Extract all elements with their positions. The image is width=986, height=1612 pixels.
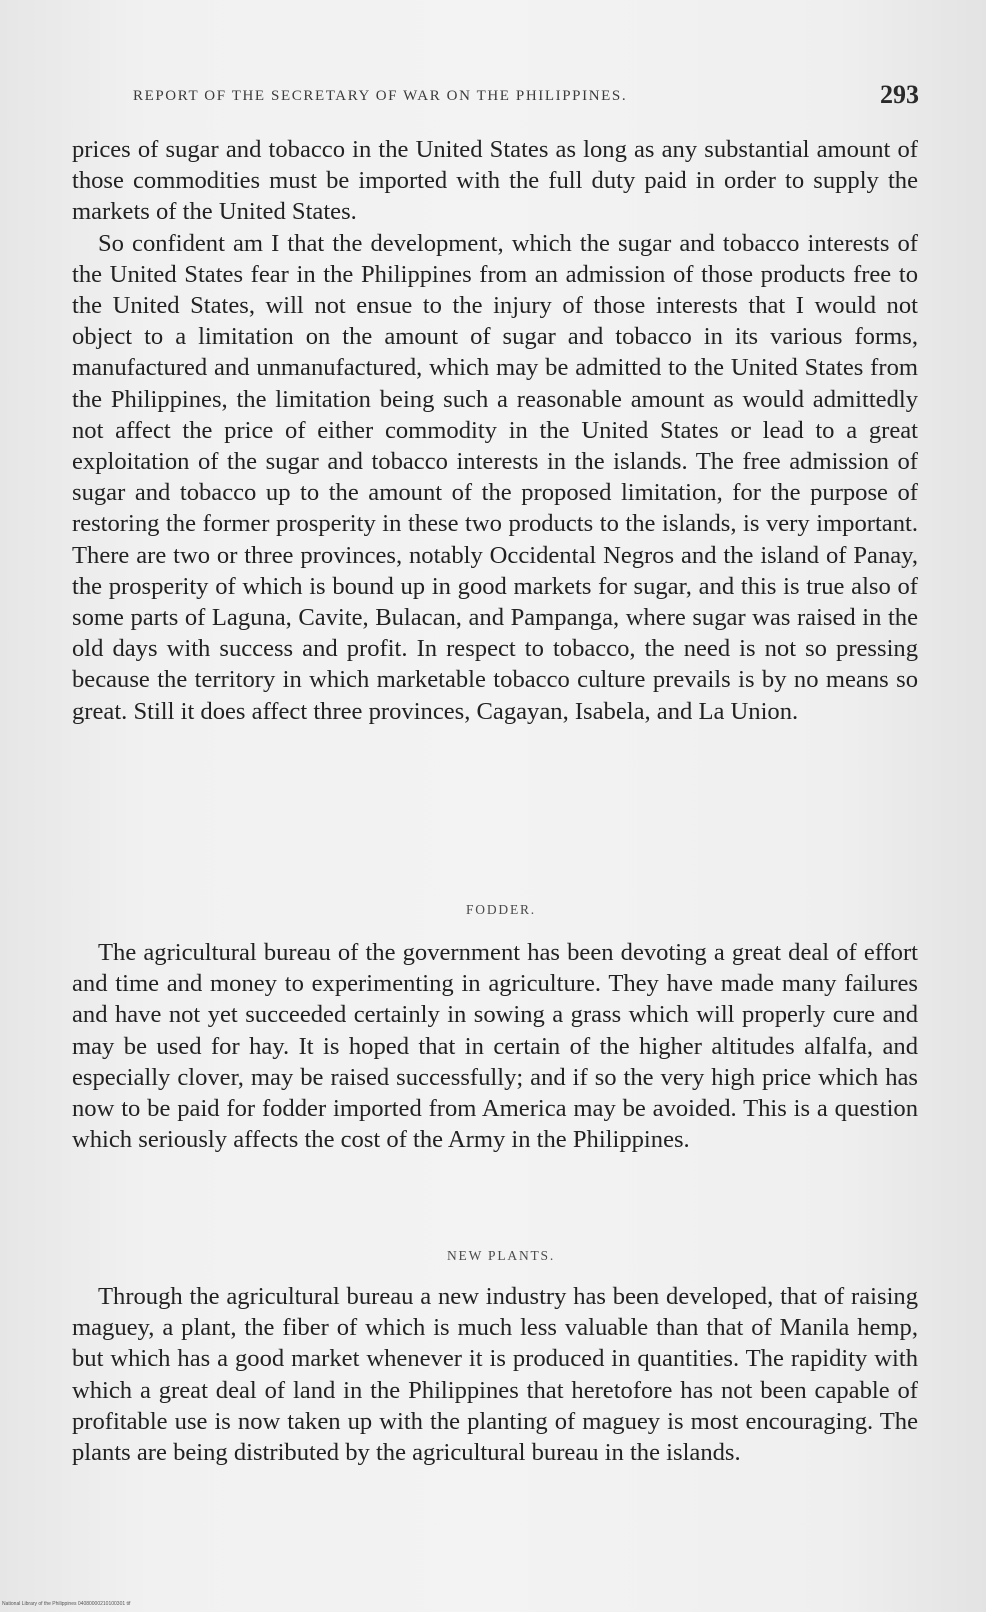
running-title: REPORT OF THE SECRETARY OF WAR ON THE PHILIPPINES.	[133, 88, 628, 104]
main-text-block	[72, 134, 918, 727]
paragraph-continued: prices of sugar and tobacco in the United States as long as any substantial amount of those commodities must be imported with the full duty paid in order to supply the markets of the United States.	[72, 136, 918, 226]
fodder-text-block	[72, 937, 918, 1155]
running-head	[133, 78, 923, 112]
page-number: 293	[880, 80, 919, 109]
paragraph-new-plants: Through the agricultural bureau a new industry has been developed, that of raising maguey, a plant, the fiber of which is much less valuable than that of Manila hemp, but which has a good market whenever it is produced in quantities. The rapidity with which a great deal of land in the Philippines that heretofore has not been capable of profitable use is now taken up with the planting of maguey is most encouraging. The plants are being distributed by the agricultural bureau in the islands.	[72, 1283, 918, 1467]
paragraph-fodder: The agricultural bureau of the government has been devoting a great deal of effort and time and money to experimenting in agriculture. They have made many failures and have not yet succeeded certainly in sowing a grass which will properly cure and may be used for hay. It is hoped that in certain of the higher altitudes alfalfa, and especially clover, may be raised successfully; and if so the very high price which has now to be paid for fodder imported from America may be avoided. This is a question which seriously affects the cost of the Army in the Philippines.	[72, 939, 918, 1154]
scan-imprint: National Library of the Philippines 04080000210100301 tif	[2, 1601, 131, 1607]
paragraph-limitation: So confident am I that the development, which the sugar and tobacco interests of the United States fear in the Philippines from an admission of those products free to the United States, will not ensue to the injury of those interests that I would not object to a limitation on the amount of sugar and tobacco in its various forms, manufactured and unmanufactured, which may be admitted to the United States from the Philippines, the limitation being such a reasonable amount as would admittedly not affect the price of either commodity in the United States or lead to a great exploitation of the sugar and tobacco interests in the islands. The free admission of sugar and tobacco up to the amount of the proposed limitation, for the purpose of restoring the former prosperity in these two products to the islands, is very important. There are two or three provinces, notably Occidental Negros and the island of Panay, the prosperity of which is bound up in good markets for sugar, and this is true also of some parts of Laguna, Cavite, Bulacan, and Pampanga, where sugar was raised in the old days with success and profit. In respect to tobacco, the need is not so pressing because the territory in which marketable tobacco culture prevails is by no means so great. Still it does affect three provinces, Cagayan, Isabela, and La Union.	[72, 229, 918, 725]
section-heading-fodder: FODDER.	[466, 902, 536, 917]
new-plants-text-block	[72, 1281, 918, 1468]
section-heading-new-plants: NEW PLANTS.	[446, 1248, 556, 1263]
